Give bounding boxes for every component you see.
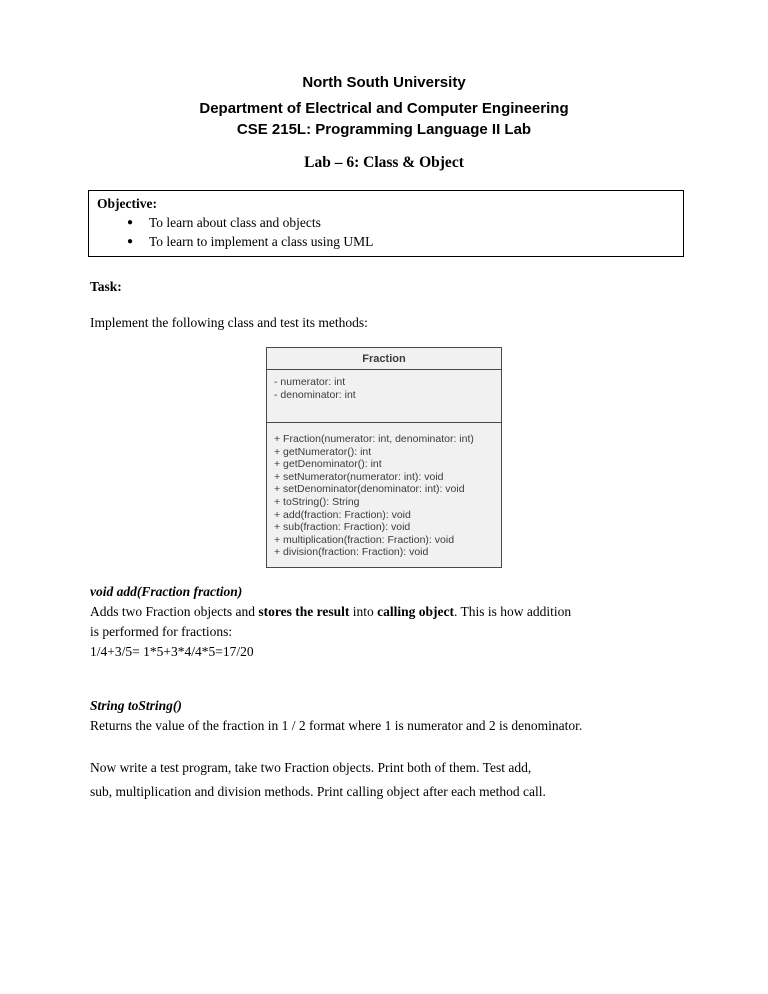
uml-diagram-wrapper xyxy=(0,347,768,568)
add-method-description-line1 xyxy=(90,602,684,622)
uml-fields-compartment xyxy=(267,370,501,423)
add-desc-seg2: into xyxy=(349,603,378,619)
task-intro: Implement the following class and test its methods: xyxy=(90,315,368,330)
closing-instruction-line1: Now write a test program, take two Fraction objects. Print both of them. Test add, xyxy=(90,759,532,775)
uml-class-diagram xyxy=(266,347,502,568)
task-section xyxy=(90,277,684,333)
department-name: Department of Electrical and Computer Engineering xyxy=(199,100,569,117)
uml-method: + division(fraction: Fraction): void xyxy=(274,546,429,559)
objective-label: Objective: xyxy=(97,196,157,211)
uml-method: + setDenominator(denominator: int): void xyxy=(274,483,465,496)
add-desc-seg1: Adds two Fraction objects and xyxy=(90,603,259,619)
add-desc-seg3: . This is how addition xyxy=(454,603,572,619)
objective-item-text: To learn to implement a class using UML xyxy=(149,234,374,249)
uml-method: + sub(fraction: Fraction): void xyxy=(274,521,411,534)
add-method-description-line2: is performed for fractions: xyxy=(90,623,233,639)
add-method-section xyxy=(90,582,684,804)
bullet-icon: ● xyxy=(127,236,134,247)
course-title: CSE 215L: Programming Language II Lab xyxy=(236,121,532,138)
objective-item-text: To learn about class and objects xyxy=(149,215,321,230)
spacer xyxy=(90,736,684,756)
uml-method: + getDenominator(): int xyxy=(274,458,382,471)
uml-method: + Fraction(numerator: int, denominator: int) xyxy=(274,433,474,445)
fraction-formula: 1/4+3/5= 1*5+3*4/4*5=17/20 xyxy=(90,643,254,659)
bullet-icon: ● xyxy=(127,217,134,228)
objective-item xyxy=(97,213,675,232)
add-desc-bold1: stores the result xyxy=(258,603,350,619)
uml-field: - numerator: int xyxy=(274,376,346,388)
uml-method: + toString(): String xyxy=(274,495,360,508)
add-desc-bold2: calling object xyxy=(377,603,454,619)
objective-item xyxy=(97,232,675,251)
task-label: Task: xyxy=(90,279,122,294)
uml-methods-compartment xyxy=(267,423,501,567)
uml-method: + multiplication(fraction: Fraction): void xyxy=(274,533,455,546)
uml-field: - denominator: int xyxy=(274,389,356,401)
closing-instruction-line2: sub, multiplication and division methods. Print calling object after each method call. xyxy=(90,783,546,799)
objective-box xyxy=(88,190,684,257)
uml-method: + add(fraction: Fraction): void xyxy=(274,508,411,521)
university-name: North South University xyxy=(302,74,466,91)
tostring-method-heading: String toString() xyxy=(90,697,182,713)
spacer xyxy=(90,662,684,682)
uml-class-name: Fraction xyxy=(267,348,501,370)
tostring-method-description: Returns the value of the fraction in 1 / 2 format where 1 is numerator and 2 is denominator. xyxy=(90,717,583,733)
lab-title: Lab – 6: Class & Object xyxy=(304,154,464,171)
uml-method: + setNumerator(numerator: int): void xyxy=(274,470,444,483)
add-method-heading: void add(Fraction fraction) xyxy=(90,583,243,599)
uml-method: + getNumerator(): int xyxy=(274,445,372,458)
